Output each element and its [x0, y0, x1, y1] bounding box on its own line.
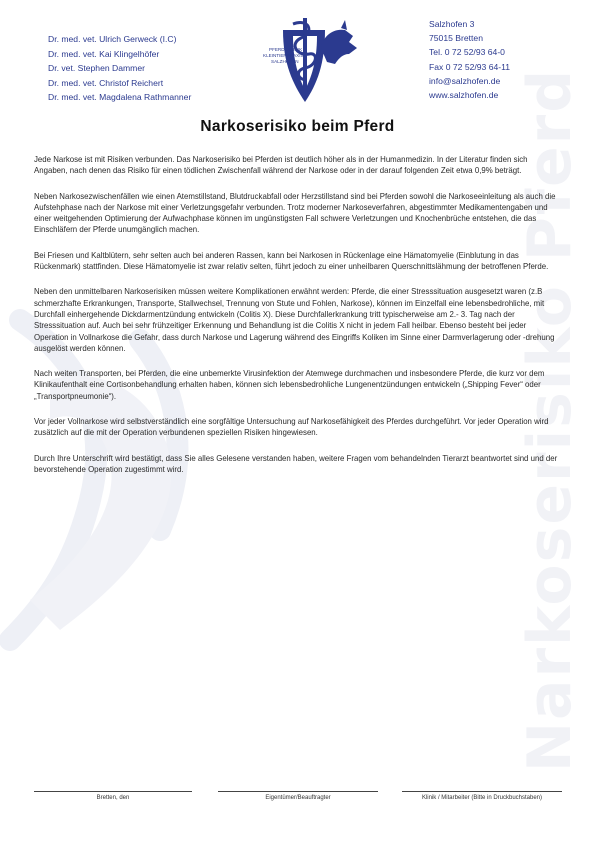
logo-line2: KLEINTIERPRAXIS: [263, 53, 304, 58]
signature-line-date[interactable]: [34, 791, 192, 792]
paragraph: Durch Ihre Unterschrift wird bestätigt, dass Sie alles Gelesene verstanden haben, weitere Fragen vom behandelnden Tierarzt beantwortet sind und der bevorstehende Operation zugestimmt wird.: [34, 453, 558, 474]
document-body: [34, 154, 561, 489]
signature-line-owner[interactable]: [218, 791, 378, 792]
clinic-logo: [249, 14, 359, 106]
watermark-text: Narkoserisiko Pferd: [515, 67, 586, 773]
logo-line3: SALZHOFEN: [271, 59, 299, 64]
doctor-name: Dr. med. vet. Magdalena Rathmanner: [48, 92, 192, 103]
doctor-name: Dr. med. vet. Kai Klingelhöfer: [48, 48, 160, 59]
page-title: Narkoserisiko beim Pferd: [200, 118, 395, 135]
clinic-address: [429, 17, 510, 102]
signature-line-clinic[interactable]: [402, 791, 562, 792]
signature-label-owner: Eigentümer/Beauftragter: [265, 795, 331, 801]
doctors-list: [48, 32, 191, 105]
paragraph: Bei Friesen und Kaltblütern, sehr selten auch bei anderen Rassen, kann bei Narkosen in Rückenlage eine Hämatomyelie (Einblutung in das Rückenmark) stattfinden. Diese Hämatomyelie ist zwar relativ selten, führt jedoch zu einer unheilbaren Querschnittslähmung der betroffenen Pferde.: [34, 250, 549, 272]
address-city: 75015 Bretten: [429, 33, 483, 44]
logo-line1: PFERDEKLINIK: [269, 47, 303, 52]
paragraph: Nach weiten Transporten, bei Pferden, die eine unbemerkte Virusinfektion der Atemwege durchmachen und insbesondere Pferde, die kurz vor dem Klinikaufenthalt eine Cortisonbehandlung erhalten haben, können sich lebensbedrohliche Lungenentzündungen entwickeln („Shipping Fever“ oder „Transportpneumonie“).: [34, 369, 545, 401]
fax-number: Fax 0 72 52/93 64-11: [429, 61, 511, 72]
signature-label-clinic: Klinik / Mitarbeiter (Bitte in Druckbuchstaben): [421, 795, 543, 801]
phone-number: Tel. 0 72 52/93 64-0: [429, 47, 505, 58]
address-street: Salzhofen 3: [429, 19, 475, 29]
doctor-name: Dr. med. vet. Christof Reichert: [48, 77, 164, 88]
paragraph: Neben den unmittelbaren Narkoserisiken müssen weitere Komplikationen erwähnt werden: Pferde, die einer Stresssituation ausgesetzt waren (z.B schmerzhafte Erkrankungen, Transporte, Stallwechsel, Trennung von Stute und Fohlen, Narkose), können im Einzelfall eine lebensbedrohliche, mit Durchfall einhergehende Dickdarmentzündung entwickeln (Colitis X). Diese Durchfallerkrankung tritt typischerweise am 2.- 3. Tag nach der Stresssituation auf. Auch bei sehr frühzeitiger Erkennung und Behandlung ist die Colitis X nicht in jedem Fall heilbar. Ebenso besteht bei jeder Operation in Vollnarkose die Gefahr, dass durch Narkose und Lagerung während des Eingriffs Koliken im Sinne einer Darmverlagerung oder -drehung ausgelöst werden können.: [34, 287, 555, 353]
paragraph: Jede Narkose ist mit Risiken verbunden. Das Narkoserisiko bei Pferden ist deutlich höher als in der Humanmedizin. In der Literatur finden sich Angaben, nach denen das Risiko für einen tödlichen Zwischenfall während der Narkose oder in der darauf folgenden Zeit etwa 0,9% beträgt.: [34, 155, 528, 176]
doctor-name: Dr. med. vet. Ulrich Gerweck (I.C): [48, 34, 177, 44]
signature-label-date: Bretten, den: [96, 795, 130, 801]
paragraph: Vor jeder Vollnarkose wird selbstverständlich eine sorgfältige Untersuchung auf Narkosefähigkeit des Pferdes durchgeführt. Vor jeder Operation wird zusätzlich auf die mit der Operation verbundenen speziellen Risiken hingewiesen.: [34, 417, 549, 438]
doctor-name: Dr. vet. Stephen Dammer: [48, 63, 145, 74]
paragraph: Neben Narkosezwischenfällen wie einen Atemstillstand, Blutdruckabfall oder Herzstillstand sind bei Pferden sowohl die Narkoseeinleitung als auch die Aufstehphase nach der Narkose mit einer Verletzungsgefahr verbunden. Trotz moderner Narkoseverfahren, abgestimmter Medikamentengaben und einer weitgehenden Optimierung der Aufwachphase können im ungünstigsten Fall schwere Verletzungen und Knochenbrüche entstehen, die das Einschläfern der Pferde unumgänglich machen.: [34, 191, 556, 235]
email-link[interactable]: info@salzhofen.de: [429, 75, 501, 86]
website-link[interactable]: www.salzhofen.de: [429, 90, 499, 101]
